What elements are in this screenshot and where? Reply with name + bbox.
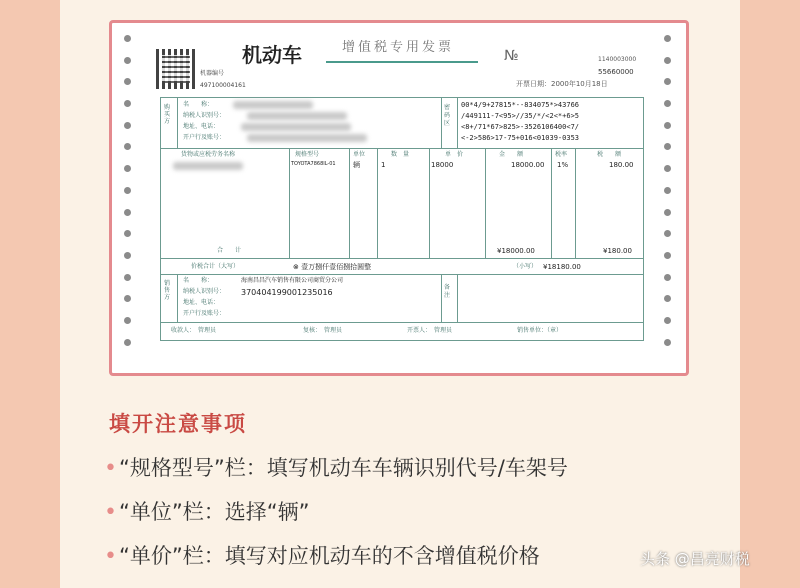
header-unit: 单位 xyxy=(353,151,366,158)
seller-name: 海南昌昌汽车销售有限公司商贸分公司 xyxy=(241,277,344,284)
header-qty: 数 量 xyxy=(391,151,410,158)
buyer-bank-label: 开户行及账号： xyxy=(183,134,226,141)
seller-taxid-label: 纳税人识别号： xyxy=(183,288,226,295)
header-amount: 金 额 xyxy=(499,151,524,158)
redacted-buyer-taxid xyxy=(247,112,347,120)
invoice-subtitle: 增值税专用发票 xyxy=(342,40,455,55)
cipher-line: <8+/71*67>825>-3526106400<7/ xyxy=(461,123,580,131)
invoice-image xyxy=(109,20,689,376)
buyer-address-label: 地址、电话： xyxy=(183,123,220,130)
seller-bank-label: 开户行及账号： xyxy=(183,310,226,317)
redacted-buyer-bank xyxy=(247,134,367,142)
buyer-section-label: 购买方 xyxy=(164,104,171,126)
invoice-code: 1140003000 xyxy=(598,56,637,63)
redacted-buyer-name xyxy=(233,101,313,109)
total-words: ⊗ 壹万捌仟壹佰捌拾圆整 xyxy=(293,263,372,271)
header-goods: 货物或应税劳务名称 xyxy=(181,151,236,158)
invoice-no-label: № xyxy=(504,48,519,64)
perforation-right xyxy=(664,35,674,361)
footer-seal: 销售单位：（章） xyxy=(517,327,563,334)
item-unit: 辆 xyxy=(353,161,360,169)
item-tax: 180.00 xyxy=(609,161,634,169)
watermark: 头条 @昌亮财税 xyxy=(640,550,750,568)
buyer-taxid-label: 纳税人识别号： xyxy=(183,112,226,119)
machine-number: 497100004161 xyxy=(200,82,246,89)
buyer-name-label: 名 称： xyxy=(183,101,214,108)
bullet-dot: • xyxy=(104,500,117,525)
seller-section-label: 销售方 xyxy=(164,280,171,302)
header-rate: 税率 xyxy=(555,151,568,158)
footer-reviewer: 复核： 管理员 xyxy=(303,327,343,334)
header-tax: 税 额 xyxy=(597,151,622,158)
issue-date: 开票日期：2000年10月18日 xyxy=(516,80,608,88)
note-item xyxy=(104,540,540,570)
note-item xyxy=(104,452,568,482)
cipher-line: <-2>586>17-75+016<01039-0353 xyxy=(461,134,580,142)
subtotal-tax: ¥180.00 xyxy=(603,247,632,255)
footer-payee: 收款人： 管理员 xyxy=(171,327,217,334)
item-amount: 18000.00 xyxy=(511,161,545,169)
header-spec: 规格型号 xyxy=(295,151,320,158)
note-item xyxy=(104,496,310,526)
remark-label: 备注 xyxy=(444,284,451,299)
title-underline xyxy=(326,61,478,63)
notes-title: 填开注意事项 xyxy=(109,412,247,436)
note-text: “规格型号”栏：填写机动车车辆识别代号/车架号 xyxy=(118,456,568,480)
cipher-area-label: 密码区 xyxy=(444,104,451,127)
item-qty: 1 xyxy=(381,161,386,169)
invoice-title: 机动车 xyxy=(242,43,302,67)
seller-name-label: 名 称： xyxy=(183,277,214,284)
redacted-goods-name xyxy=(173,162,243,170)
footer-drawer: 开票人： 管理员 xyxy=(407,327,453,334)
item-rate: 1% xyxy=(557,161,569,169)
cipher-line: /449111-7<95>//35/*/<2<*+6>5 xyxy=(461,112,580,120)
invoice-table xyxy=(160,97,644,341)
invoice-number: 55660000 xyxy=(598,68,634,76)
total-caption: 价税合计（大写） xyxy=(191,263,240,270)
qr-code xyxy=(156,49,196,89)
total-small-label: （小写） xyxy=(513,263,538,270)
note-text: “单价”栏：填写对应机动车的不含增值税价格 xyxy=(118,544,540,568)
machine-label: 机器编号 xyxy=(200,70,225,77)
bullet-dot: • xyxy=(104,456,117,481)
cipher-line: 00*4/9+27815*--834075*>43766 xyxy=(461,101,580,109)
seller-address-label: 地址、电话： xyxy=(183,299,220,306)
redacted-buyer-address xyxy=(241,123,351,131)
perforation-left xyxy=(124,35,134,361)
item-price: 18000 xyxy=(431,161,454,169)
subtotal-label: 合 计 xyxy=(217,247,242,254)
note-text: “单位”栏：选择“辆” xyxy=(118,500,310,524)
item-spec: TOYOTA7868IL-01 xyxy=(291,161,336,167)
bullet-dot: • xyxy=(104,544,117,569)
total-small: ¥18180.00 xyxy=(543,263,581,271)
header-price: 单 价 xyxy=(445,151,464,158)
subtotal-amount: ¥18000.00 xyxy=(497,247,535,255)
seller-tax-id: 370404199001235016 xyxy=(241,288,333,297)
